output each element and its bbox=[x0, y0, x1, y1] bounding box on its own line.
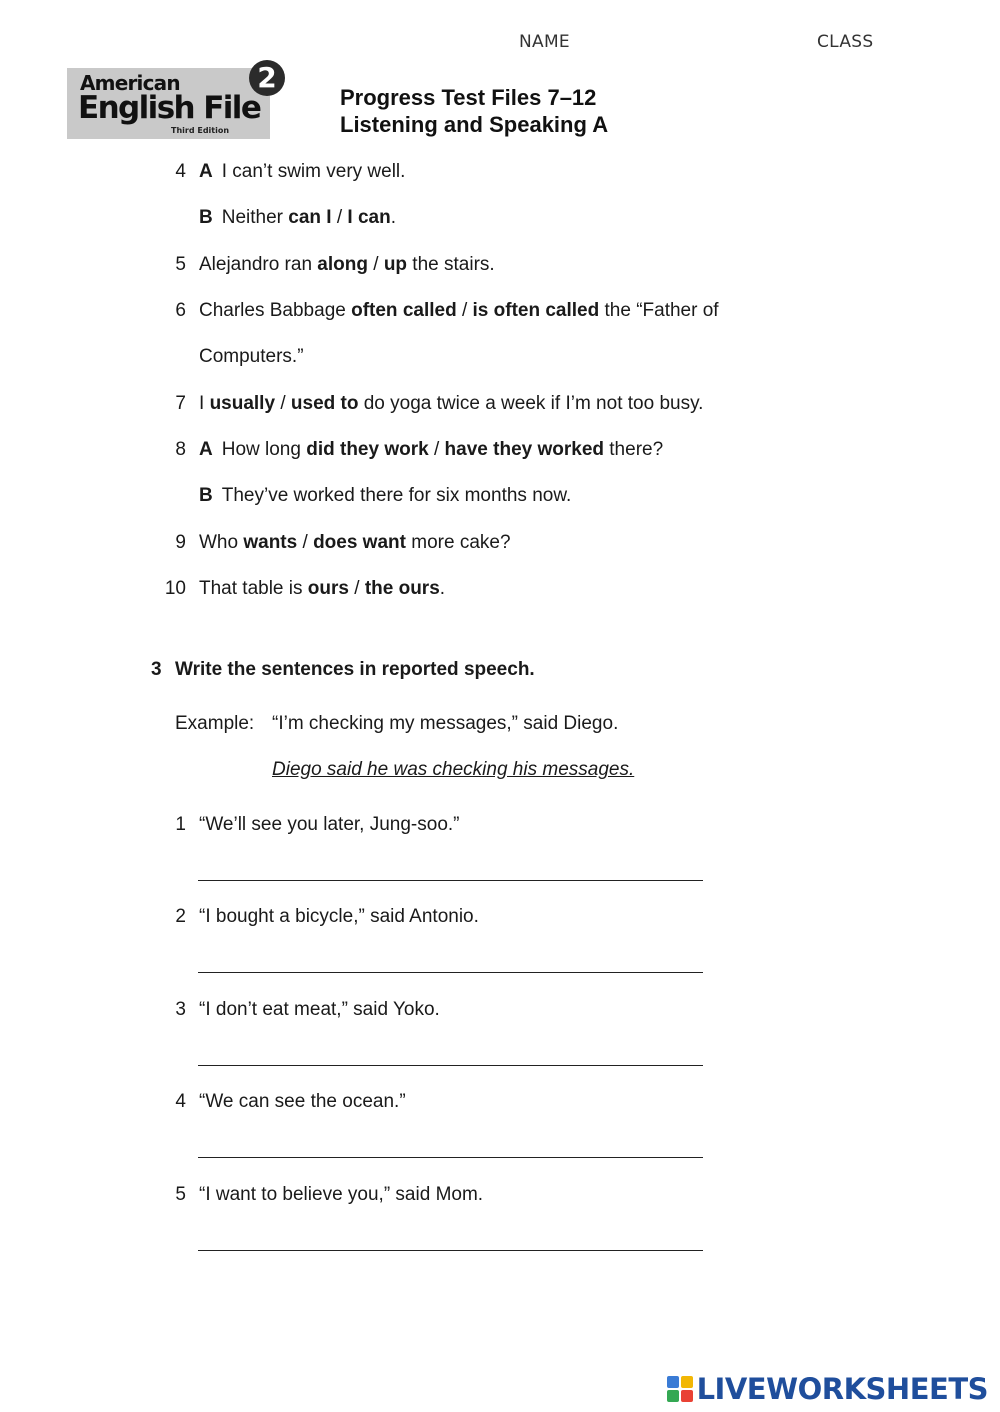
name-label: NAME bbox=[519, 32, 570, 52]
example-label: Example: bbox=[175, 713, 255, 734]
answer-line[interactable] bbox=[198, 1157, 703, 1158]
item-number: 8 bbox=[175, 439, 186, 460]
sentence-end: the “Father of bbox=[599, 300, 719, 321]
reported-speech-prompt: “We can see the ocean.” bbox=[199, 1091, 406, 1112]
sentence-start: Who bbox=[199, 532, 244, 553]
option-one: along bbox=[317, 254, 368, 275]
option-separator: / bbox=[428, 439, 445, 460]
sentence-start: Computers.” bbox=[199, 346, 304, 367]
logo-line2: English File bbox=[78, 90, 261, 126]
example-answer: Diego said he was checking his messages. bbox=[272, 759, 635, 780]
option-one: did they work bbox=[306, 439, 429, 460]
item-text bbox=[199, 207, 396, 229]
item-number: 7 bbox=[175, 393, 186, 414]
option-separator: / bbox=[297, 532, 314, 553]
option-separator: / bbox=[348, 578, 365, 599]
option-two: have they worked bbox=[444, 439, 604, 460]
sentence-start: That table is bbox=[199, 578, 308, 599]
option-one: ours bbox=[307, 578, 349, 599]
option-one: usually bbox=[209, 393, 276, 414]
item-text bbox=[199, 346, 304, 368]
test-title: Progress Test Files 7–12 bbox=[340, 85, 597, 110]
sentence-start: Alejandro ran bbox=[199, 254, 318, 275]
item-number: 1 bbox=[175, 814, 186, 835]
item-number: 10 bbox=[164, 578, 186, 599]
logo-square-2 bbox=[681, 1376, 693, 1388]
item-number: 5 bbox=[175, 254, 186, 275]
option-two: does want bbox=[313, 532, 406, 553]
option-separator: / bbox=[275, 393, 291, 414]
sentence-start: They’ve worked there for six months now. bbox=[221, 485, 572, 506]
answer-line[interactable] bbox=[198, 1250, 703, 1251]
speaker-label: B bbox=[199, 485, 213, 506]
sentence-start: Charles Babbage bbox=[199, 300, 352, 321]
sentence-end: there? bbox=[604, 439, 664, 460]
class-label: CLASS bbox=[817, 32, 874, 52]
logo-square-1 bbox=[667, 1376, 679, 1388]
item-number: 2 bbox=[175, 906, 186, 927]
item-number: 6 bbox=[175, 300, 186, 321]
item-text bbox=[199, 300, 719, 322]
option-separator: / bbox=[331, 207, 348, 228]
option-one: can I bbox=[288, 207, 332, 228]
sentence-end: do yoga twice a week if I’m not too busy. bbox=[358, 393, 704, 414]
logo-line1: American bbox=[80, 71, 180, 95]
sentence-end: more cake? bbox=[405, 532, 511, 553]
reported-speech-prompt: “I want to believe you,” said Mom. bbox=[199, 1184, 484, 1205]
example-sentence: “I’m checking my messages,” said Diego. bbox=[272, 713, 619, 734]
option-one: often called bbox=[351, 300, 457, 321]
option-two: is often called bbox=[472, 300, 600, 321]
item-text bbox=[199, 532, 511, 554]
item-number: 4 bbox=[175, 1091, 186, 1112]
logo-square-4 bbox=[681, 1390, 693, 1402]
logo-square-3 bbox=[667, 1390, 679, 1402]
item-text bbox=[199, 393, 703, 415]
sentence-end: . bbox=[390, 207, 397, 228]
speaker-label: A bbox=[199, 439, 213, 460]
option-one: wants bbox=[243, 532, 298, 553]
item-number: 4 bbox=[175, 161, 186, 182]
sentence-start: How long bbox=[221, 439, 307, 460]
reported-speech-prompt: “We’ll see you later, Jung-soo.” bbox=[199, 814, 460, 835]
sentence-start: I can’t swim very well. bbox=[221, 161, 406, 182]
item-text bbox=[199, 578, 445, 600]
level-badge: 2 bbox=[249, 60, 285, 96]
answer-line[interactable] bbox=[198, 972, 703, 973]
option-separator: / bbox=[367, 254, 384, 275]
sentence-end: the stairs. bbox=[407, 254, 495, 275]
exercise-3-number: 3 bbox=[151, 659, 162, 680]
sentence-start: Neither bbox=[221, 207, 289, 228]
speaker-label: B bbox=[199, 207, 213, 228]
option-two: the ours bbox=[364, 578, 440, 599]
sentence-end: . bbox=[439, 578, 446, 599]
option-two: up bbox=[383, 254, 408, 275]
item-text bbox=[199, 485, 571, 507]
item-number: 9 bbox=[175, 532, 186, 553]
item-number: 5 bbox=[175, 1184, 186, 1205]
item-text bbox=[199, 439, 663, 461]
sentence-start: I bbox=[199, 393, 210, 414]
option-separator: / bbox=[456, 300, 473, 321]
speaker-label: A bbox=[199, 161, 213, 182]
option-two: I can bbox=[347, 207, 391, 228]
item-number: 3 bbox=[175, 999, 186, 1020]
item-text bbox=[199, 254, 495, 276]
exercise-3-instruction: Write the sentences in reported speech. bbox=[175, 659, 535, 680]
logo-edition: Third Edition bbox=[171, 126, 230, 135]
test-subtitle: Listening and Speaking A bbox=[340, 112, 609, 137]
answer-line[interactable] bbox=[198, 1065, 703, 1066]
answer-line[interactable] bbox=[198, 880, 703, 881]
liveworksheets-logo-icon bbox=[667, 1376, 693, 1402]
liveworksheets-brand bbox=[667, 1372, 988, 1406]
item-text bbox=[199, 161, 405, 183]
reported-speech-prompt: “I don’t eat meat,” said Yoko. bbox=[199, 999, 440, 1020]
american-english-file-logo bbox=[67, 68, 270, 139]
liveworksheets-wordmark: LIVEWORKSHEETS bbox=[696, 1372, 988, 1406]
reported-speech-prompt: “I bought a bicycle,” said Antonio. bbox=[199, 906, 479, 927]
option-two: used to bbox=[290, 393, 359, 414]
